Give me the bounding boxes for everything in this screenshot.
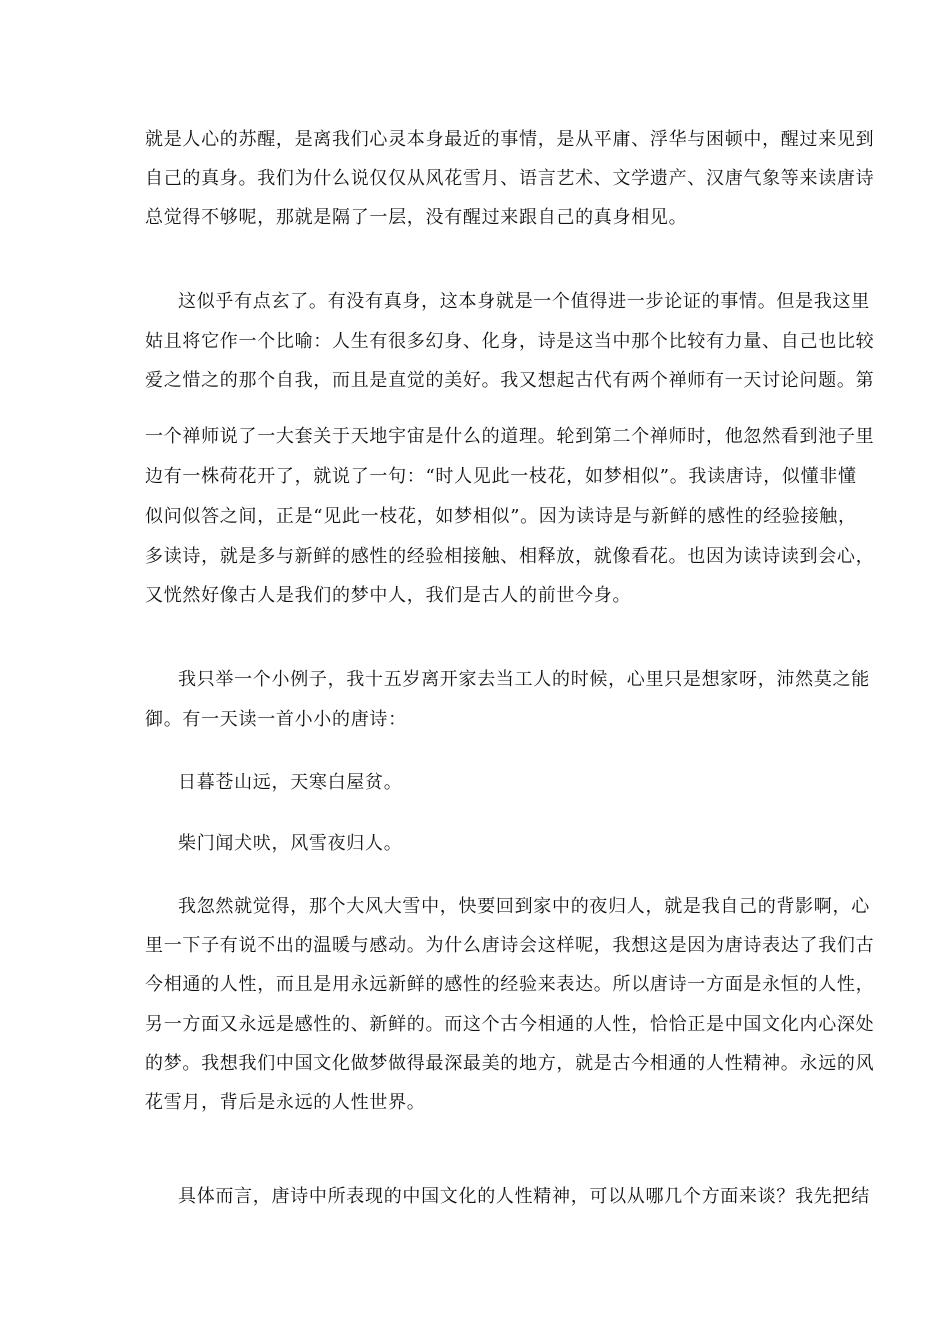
paragraph-3-line-2: 御。有一天读一首小小的唐诗： [145, 709, 407, 730]
paragraph-2-line-4: 一个禅师说了一大套关于天地宇宙是什么的道理。轮到第二个禅师时，他忽然看到池子里 [145, 426, 875, 447]
paragraph-2-line-3: 爱之惜之的那个自我，而且是直觉的美好。我又想起古代有两个禅师有一天讨论问题。第 [145, 370, 875, 391]
paragraph-2-line-1: 这似乎有点玄了。有没有真身，这本身就是一个值得进一步论证的事情。但是我这里 [178, 291, 870, 312]
paragraph-2-line-8: 又恍然好像古人是我们的梦中人，我们是古人的前世今身。 [145, 585, 632, 606]
paragraph-2-line-6: 似问似答之间，正是“见此一枝花，如梦相似”。因为读诗是与新鲜的感性的经验接触， [145, 506, 857, 527]
paragraph-2-line-2: 姑且将它作一个比喻：人生有很多幻身、化身，诗是这当中那个比较有力量、自己也比较 [145, 331, 875, 352]
paragraph-4-line-2: 里一下子有说不出的温暖与感动。为什么唐诗会这样呢，我想这是因为唐诗表达了我们古 [145, 935, 875, 956]
paragraph-4-line-3: 今相通的人性，而且是用永远新鲜的感性的经验来表达。所以唐诗一方面是永恒的人性， [145, 974, 875, 995]
poem-line-1: 日暮苍山远，天寒白屋贫。 [178, 772, 403, 793]
paragraph-4-line-5: 的梦。我想我们中国文化做梦做得最深最美的地方，就是古今相通的人性精神。永远的风 [145, 1053, 875, 1074]
paragraph-1-line-2: 自己的真身。我们为什么说仅仅从风花雪月、语言艺术、文学遗产、汉唐气象等来读唐诗 [145, 168, 875, 189]
paragraph-4-line-6: 花雪月，背后是永远的人性世界。 [145, 1092, 426, 1113]
paragraph-4-line-1: 我忽然就觉得，那个大风大雪中，快要回到家中的夜归人，就是我自己的背影啊，心 [178, 896, 870, 917]
paragraph-4-line-4: 另一方面又永远是感性的、新鲜的。而这个古今相通的人性，恰恰正是中国文化内心深处 [145, 1014, 875, 1035]
paragraph-1-line-3: 总觉得不够呢，那就是隔了一层，没有醒过来跟自己的真身相见。 [145, 207, 688, 228]
paragraph-1-line-1: 就是人心的苏醒，是离我们心灵本身最近的事情，是从平庸、浮华与困顿中，醒过来见到 [145, 129, 875, 150]
paragraph-5-line-1: 具体而言，唐诗中所表现的中国文化的人性精神，可以从哪几个方面来谈？我先把结 [178, 1186, 870, 1207]
paragraph-2-line-7: 多读诗，就是多与新鲜的感性的经验相接触、相释放，就像看花。也因为读诗读到会心， [145, 546, 875, 567]
paragraph-3-line-1: 我只举一个小例子，我十五岁离开家去当工人的时候，心里只是想家呀，沛然莫之能 [178, 669, 870, 690]
poem-line-2: 柴门闻犬吠，风雪夜归人。 [178, 833, 403, 854]
paragraph-2-line-5: 边有一株荷花开了，就说了一句：“时人见此一枝花，如梦相似”。我读唐诗，似懂非懂 [145, 466, 857, 487]
